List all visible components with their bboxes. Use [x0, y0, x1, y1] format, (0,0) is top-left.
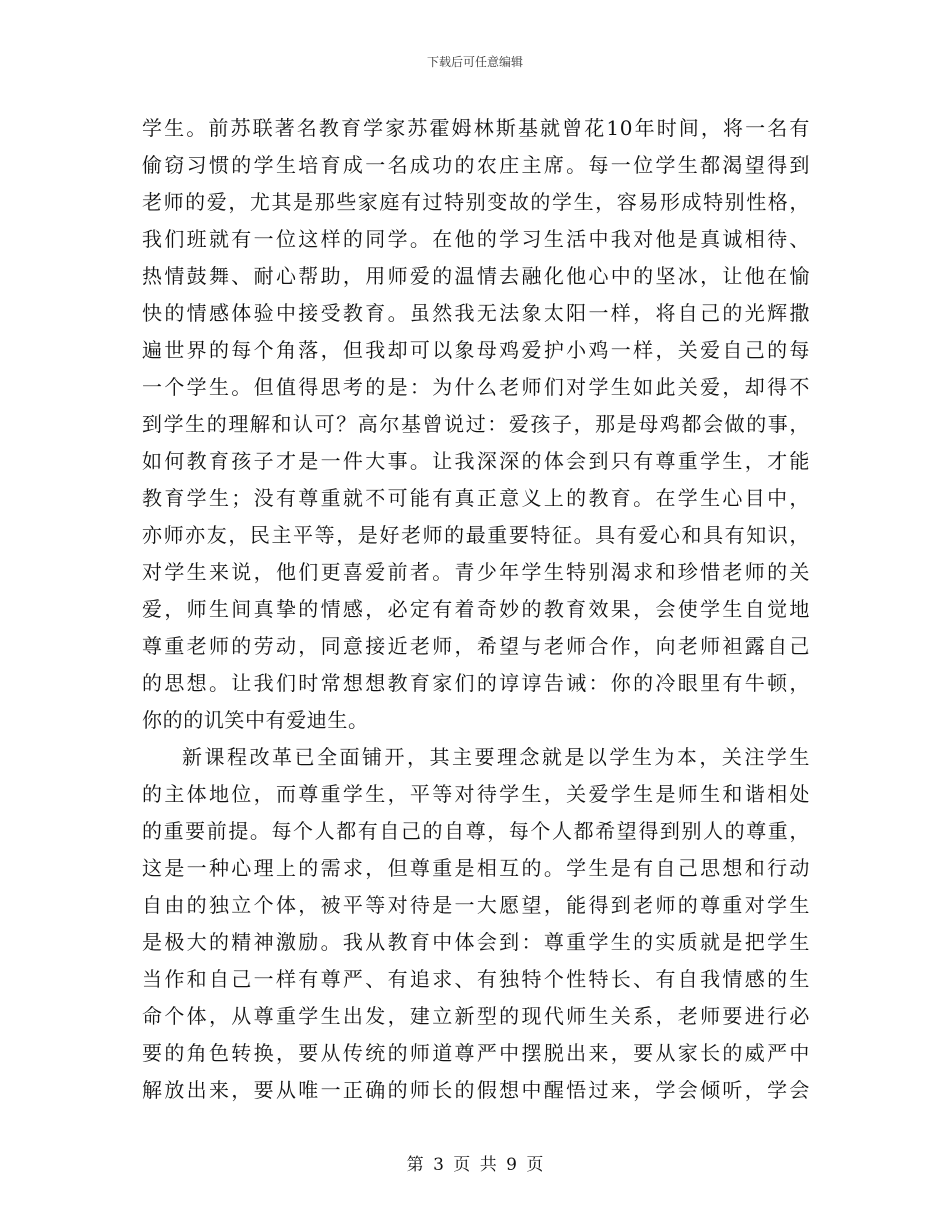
text-line: 是极大的精神激励。我从教育中体会到：尊重学生的实质就是把学生 [142, 930, 810, 954]
text-line: 学生。前苏联著名教育学家苏霍姆林斯基就曾花10年时间，将一名有 [142, 116, 810, 140]
text-line: 解放出来，要从唯一正确的师长的假想中醒悟过来，学会倾听，学会 [142, 1078, 810, 1102]
text-line: 如何教育孩子才是一件大事。让我深深的体会到只有尊重学生，才能 [142, 449, 810, 473]
text-line: 你的的讥笑中有爱迪生。 [142, 708, 369, 732]
text-line: 对学生来说，他们更喜爱前者。青少年学生特别渴求和珍惜老师的关 [142, 560, 810, 584]
text-line: 偷窃习惯的学生培育成一名成功的农庄主席。每一位学生都渴望得到 [142, 153, 810, 177]
text-line: 要的角色转换，要从传统的师道尊严中摆脱出来，要从家长的威严中 [142, 1041, 810, 1065]
text-line: 命个体，从尊重学生出发，建立新型的现代师生关系，老师要进行必 [142, 1004, 810, 1028]
text-line: 热情鼓舞、耐心帮助，用师爱的温情去融化他心中的坚冰，让他在愉 [142, 264, 810, 288]
text-line: 的主体地位，而尊重学生，平等对待学生，关爱学生是师生和谐相处 [142, 782, 810, 806]
text-line: 的重要前提。每个人都有自己的自尊，每个人都希望得到别人的尊重， [142, 819, 810, 843]
text-line: 的思想。让我们时常想想教育家们的谆谆告诫：你的冷眼里有牛顿， [142, 671, 810, 695]
text-line: 这是一种心理上的需求，但尊重是相互的。学生是有自己思想和行动 [142, 856, 810, 880]
text-line: 快的情感体验中接受教育。虽然我无法象太阳一样，将自己的光辉撒 [142, 301, 810, 325]
text-line: 老师的爱，尤其是那些家庭有过特别变故的学生，容易形成特别性格， [142, 190, 810, 214]
page-header: 下载后可任意编辑 [426, 55, 523, 69]
text-line: 一个学生。但值得思考的是：为什么老师们对学生如此关爱，却得不 [142, 375, 810, 399]
text-line: 自由的独立个体，被平等对待是一大愿望，能得到老师的尊重对学生 [142, 893, 810, 917]
text-line: 教育学生；没有尊重就不可能有真正意义上的教育。在学生心目中， [142, 486, 810, 510]
paragraph-1 [142, 110, 810, 739]
paragraph-2 [142, 739, 810, 1109]
page-number: 第 3 页 共 9 页 [406, 1155, 544, 1175]
text-line: 到学生的理解和认可？高尔基曾说过：爱孩子，那是母鸡都会做的事， [142, 412, 810, 436]
text-line: 爱，师生间真挚的情感，必定有着奇妙的教育效果，会使学生自觉地 [142, 597, 810, 621]
document-body [142, 110, 810, 1109]
text-line: 遍世界的每个角落，但我却可以象母鸡爱护小鸡一样，关爱自己的每 [142, 338, 810, 362]
text-line: 亦师亦友，民主平等，是好老师的最重要特征。具有爱心和具有知识， [142, 523, 810, 547]
text-line: 我们班就有一位这样的同学。在他的学习生活中我对他是真诚相待、 [142, 227, 810, 251]
text-line: 尊重老师的劳动，同意接近老师，希望与老师合作，向老师袒露自己 [142, 634, 810, 658]
text-line: 当作和自己一样有尊严、有追求、有独特个性特长、有自我情感的生 [142, 967, 810, 991]
text-line: 新课程改革已全面铺开，其主要理念就是以学生为本，关注学生 [182, 745, 810, 769]
